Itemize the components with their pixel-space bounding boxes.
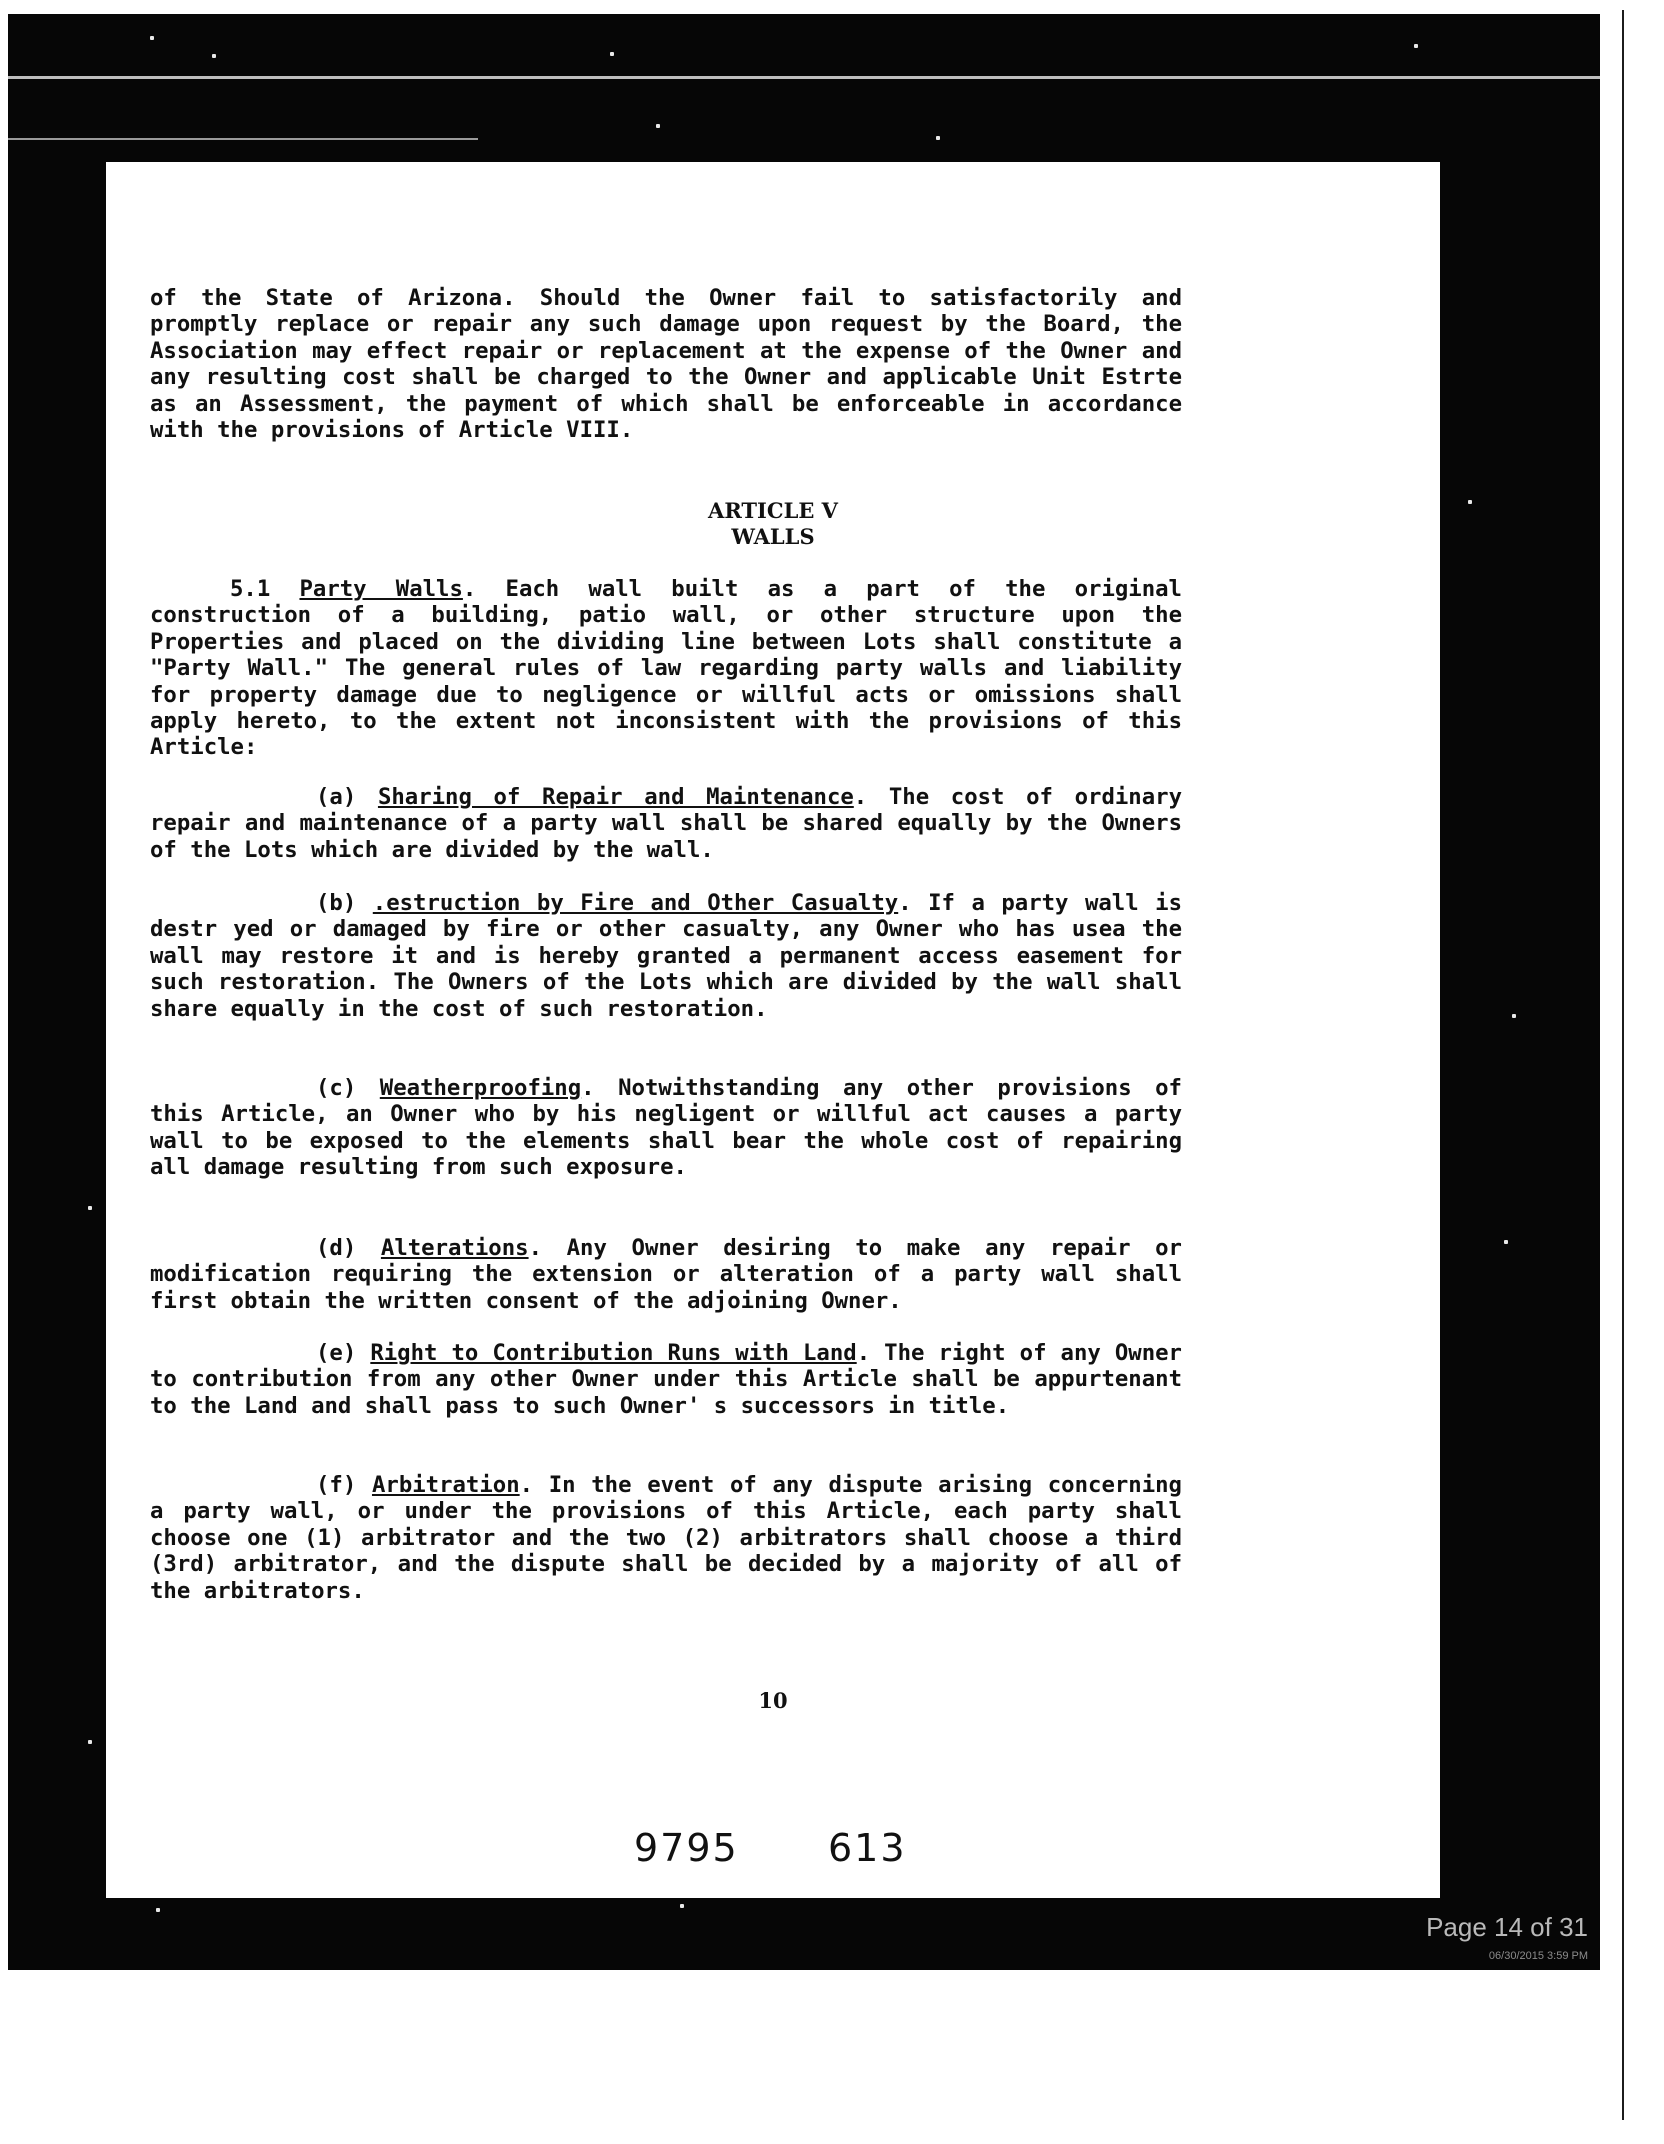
subsection-title: Arbitration — [371, 1472, 520, 1498]
scan-speck — [610, 52, 614, 56]
subsection-e — [150, 1340, 1182, 1419]
page-number: 10 — [758, 1688, 788, 1713]
subsection-body: . In the event of any dispute arising concerning a party wall, or under the provisions of this Article, each party shall choose one (1) arbitrator and the two (2) arbitrators shall choose a third (3rd) arbitrator, and the dispute shall be decided by a majority of all of the arbitrators. — [150, 1472, 1182, 1604]
scan-speck — [656, 124, 660, 128]
subsection-label: (f) — [316, 1472, 357, 1498]
subsection-label: (c) — [316, 1075, 357, 1101]
print-timestamp: 06/30/2015 3:59 PM — [1488, 1950, 1588, 1962]
subsection-c — [150, 1075, 1182, 1181]
subsection-body: . The right of any Owner to contribution from any other Owner under this Article shall be appurtenant to the Land and shall pass to such Owner' s successors in title. — [150, 1340, 1182, 1419]
subsection-f — [150, 1472, 1182, 1604]
scan-speck — [936, 136, 940, 140]
subsection-label: (a) — [316, 784, 357, 810]
subsection-title: Sharing of Repair and Maintenance — [377, 784, 854, 810]
recording-book-number: 9795 — [634, 1826, 739, 1870]
scan-speck — [88, 1206, 92, 1210]
subsection-body: . If a party wall is destr yed or damaged by fire or other casualty, any Owner who has usea the wall may restore it and is hereby granted a permanent access easement for such restoration. The Owners of the Lots which are divided by the wall shall share equally in the cost of such restoration. — [150, 890, 1182, 1022]
subsection-label: (e) — [316, 1340, 357, 1366]
subsection-title: Right to Contribution Runs with Land — [370, 1340, 857, 1366]
scan-artifact-line — [8, 76, 1600, 79]
scan-speck — [680, 1904, 684, 1908]
scan-speck — [150, 36, 154, 40]
scan-speck — [88, 1740, 92, 1744]
scan-speck — [1512, 1014, 1516, 1018]
subsection-label: (b) — [316, 890, 357, 916]
article-number: ARTICLE V — [708, 498, 838, 523]
section-title: Party Walls — [299, 576, 463, 602]
section-number: 5.1 — [230, 576, 271, 602]
scan-artifact-line — [8, 138, 478, 140]
subsection-body: . Notwithstanding any other provisions of this Article, an Owner who by his negligent or willful act causes a party wall to be exposed to the elements shall bear the whole cost of repairing all damage resulting from such exposure. — [150, 1075, 1182, 1181]
scan-edge-line — [1622, 10, 1624, 2120]
subsection-title: Weatherproofing — [379, 1075, 582, 1101]
subsection-title: .estruction by Fire and Other Casualty — [372, 890, 899, 916]
subsection-b — [150, 890, 1182, 1022]
scan-speck — [156, 1908, 160, 1912]
subsection-label: (d) — [316, 1235, 357, 1261]
section-body: . Each wall built as a part of the original construction of a building, patio wall, or other structure upon the Properties and placed on the dividing line between Lots shall constitute a "Party Wall." The general rules of law regarding party walls and liability for property damage due to negligence or willful acts or omissions shall apply hereto, to the extent not inconsistent with the provisions of this Article: — [150, 576, 1182, 761]
subsection-body: . The cost of ordinary repair and maintenance of a party wall shall be shared equally by the Owners of the Lots which are divided by the wall. — [150, 784, 1182, 863]
scan-speck — [1504, 1240, 1508, 1244]
section-5-1 — [150, 576, 1182, 761]
scan-speck — [1414, 44, 1418, 48]
subsection-body: . Any Owner desiring to make any repair or modification requiring the extension or alteration of a party wall shall first obtain the written consent of the adjoining Owner. — [150, 1235, 1182, 1314]
page-counter: Page 14 of 31 — [1426, 1912, 1588, 1942]
intro-paragraph: of the State of Arizona. Should the Owner fail to satisfactorily and promptly replace or repair any such damage upon request by the Board, the Association may effect repair or replacement at the expense of the Owner and any resulting cost shall be charged to the Owner and applicable Unit Estrte as an Assessment, the payment of which shall be enforceable in accordance with the provisions of Article VIII. — [150, 285, 1182, 444]
scan-speck — [1468, 500, 1472, 504]
subsection-title: Alterations — [380, 1235, 529, 1261]
article-title: WALLS — [731, 524, 815, 549]
subsection-d — [150, 1235, 1182, 1314]
recording-page-number: 613 — [828, 1826, 907, 1870]
scan-speck — [212, 54, 216, 58]
subsection-a — [150, 784, 1182, 863]
